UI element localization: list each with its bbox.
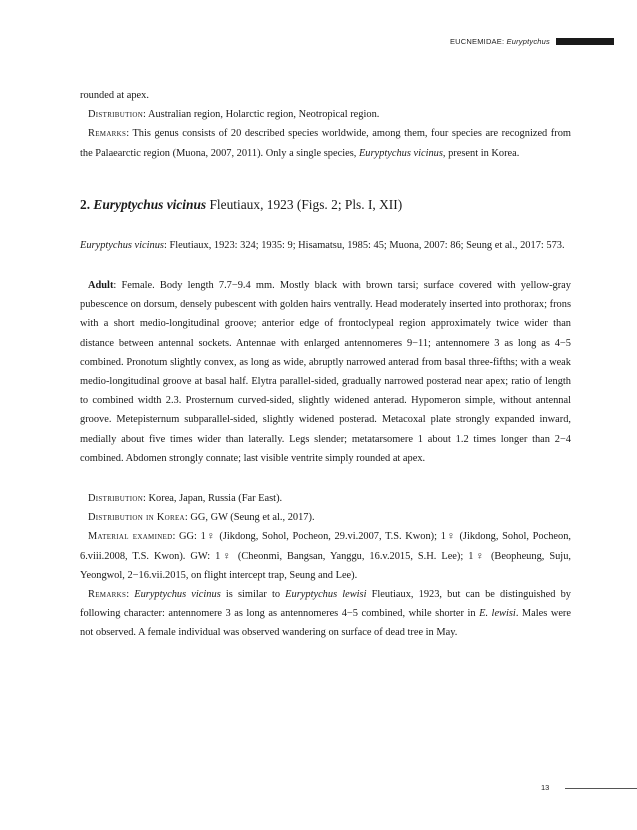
footer-rule <box>565 788 637 789</box>
distribution-in-korea-label: Distribution in Korea <box>88 512 185 524</box>
species-name: Euryptychus vicinus <box>93 196 207 212</box>
page-footer <box>0 781 637 795</box>
continuation-text: rounded at apex. <box>80 90 149 101</box>
genus-distribution: Distribution: Australian region, Holarctic region, Neotropical region. <box>88 109 380 121</box>
genus-remarks-label: Remarks <box>88 128 127 140</box>
page-body <box>80 86 571 643</box>
adult-label: Adult <box>88 280 114 292</box>
species-remarks-label: Remarks <box>88 589 127 601</box>
species-synonymy: Euryptychus vicinus: Fleutiaux, 1923: 324; 1935: 9; Hisamatsu, 1985: 45; Muona, 2007: 86; Seung et al., 2017: 573. <box>80 239 565 251</box>
distribution-in-korea: Distribution in Korea: GG, GW (Seung et al., 2017). <box>88 512 315 524</box>
header-genus: Euryptychus <box>506 37 550 46</box>
genus-distribution-label: Distribution <box>88 109 144 121</box>
species-remarks: Remarks: Euryptychus vicinus is similar to Euryptychus lewisi Fleutiaux, 1923, but can be distinguished by following character: antennomere 3 as long as antennomeres 4−5 combined, while shorter in E. lewisi. Males were not observed. A female individual was observed wandering on surface of dead tree in May. <box>80 589 572 639</box>
page-number: 13 <box>541 783 550 792</box>
header-bar <box>556 38 614 45</box>
material-examined: Material examined: GG: 1♀ (Jikdong, Sohol, Pocheon, 29.vi.2007, T.S. Kwon); 1♀ (Jikdong, Sohol, Pocheon, 6.viii.2008, T.S. Kwon). GW: 1♀ (Cheonmi, Bangsan, Yanggu, 16.v.2015, S.H. Lee); 1♀ (Beopheung, Suju, Yeongwol, 2−16.vii.2015, on flight intercept trap, Seung and Lee). <box>80 531 571 581</box>
header-family: EUCNEMIDAE: <box>449 37 507 46</box>
adult-description: Adult: Female. Body length 7.7−9.4 mm. Mostly black with brown tarsi; surface covered with yellow-gray pubescence on dorsum, densely pubescent with golden hairs ventrally. Head moderately inserted into prothorax; frons with a short medio-longitudinal groove; anterior edge of frontoclypeal region approximately twice wider than distance between antennal sockets. Antennae with enlarged antennomeres 9−11; antennomere 3 as long as 4−5 combined. Pronotum slightly convex, as long as wide, abruptly narrowed anterad from basal three-fifths; with a weak medio-longitudinal groove at basal half. Elytra parallel-sided, gradually narrowed posterad near apex; ratio of length to combined width 2.3. Prosternum curved-sided, slightly widened anterad. Hypomeron simple, without antennal groove. Metepisternum subparallel-sided, slightly widened posterad. Metacoxal plate strongly expanded inward, medially about five times wider than laterally. Legs slender; metatarsomere 1 about 1.2 times longer than 2−4 combined. Abdomen strongly connate; last visible ventrite simply rounded at apex. <box>80 280 571 464</box>
running-header <box>0 36 637 48</box>
running-header-text <box>450 36 550 48</box>
species-heading: 2. Euryptychus vicinus Fleutiaux, 1923 (Figs. 2; Pls. I, XII) <box>80 196 403 212</box>
species-distribution: Distribution: Korea, Japan, Russia (Far East). <box>88 493 283 505</box>
species-distribution-label: Distribution <box>88 493 144 505</box>
genus-remarks: Remarks: This genus consists of 20 described species worldwide, among them, four species are recognized from the Palaearctic region (Muona, 2007, 2011). Only a single species, Euryptychus vicinus, present in Korea. <box>80 128 571 159</box>
material-examined-label: Material examined <box>88 531 173 543</box>
